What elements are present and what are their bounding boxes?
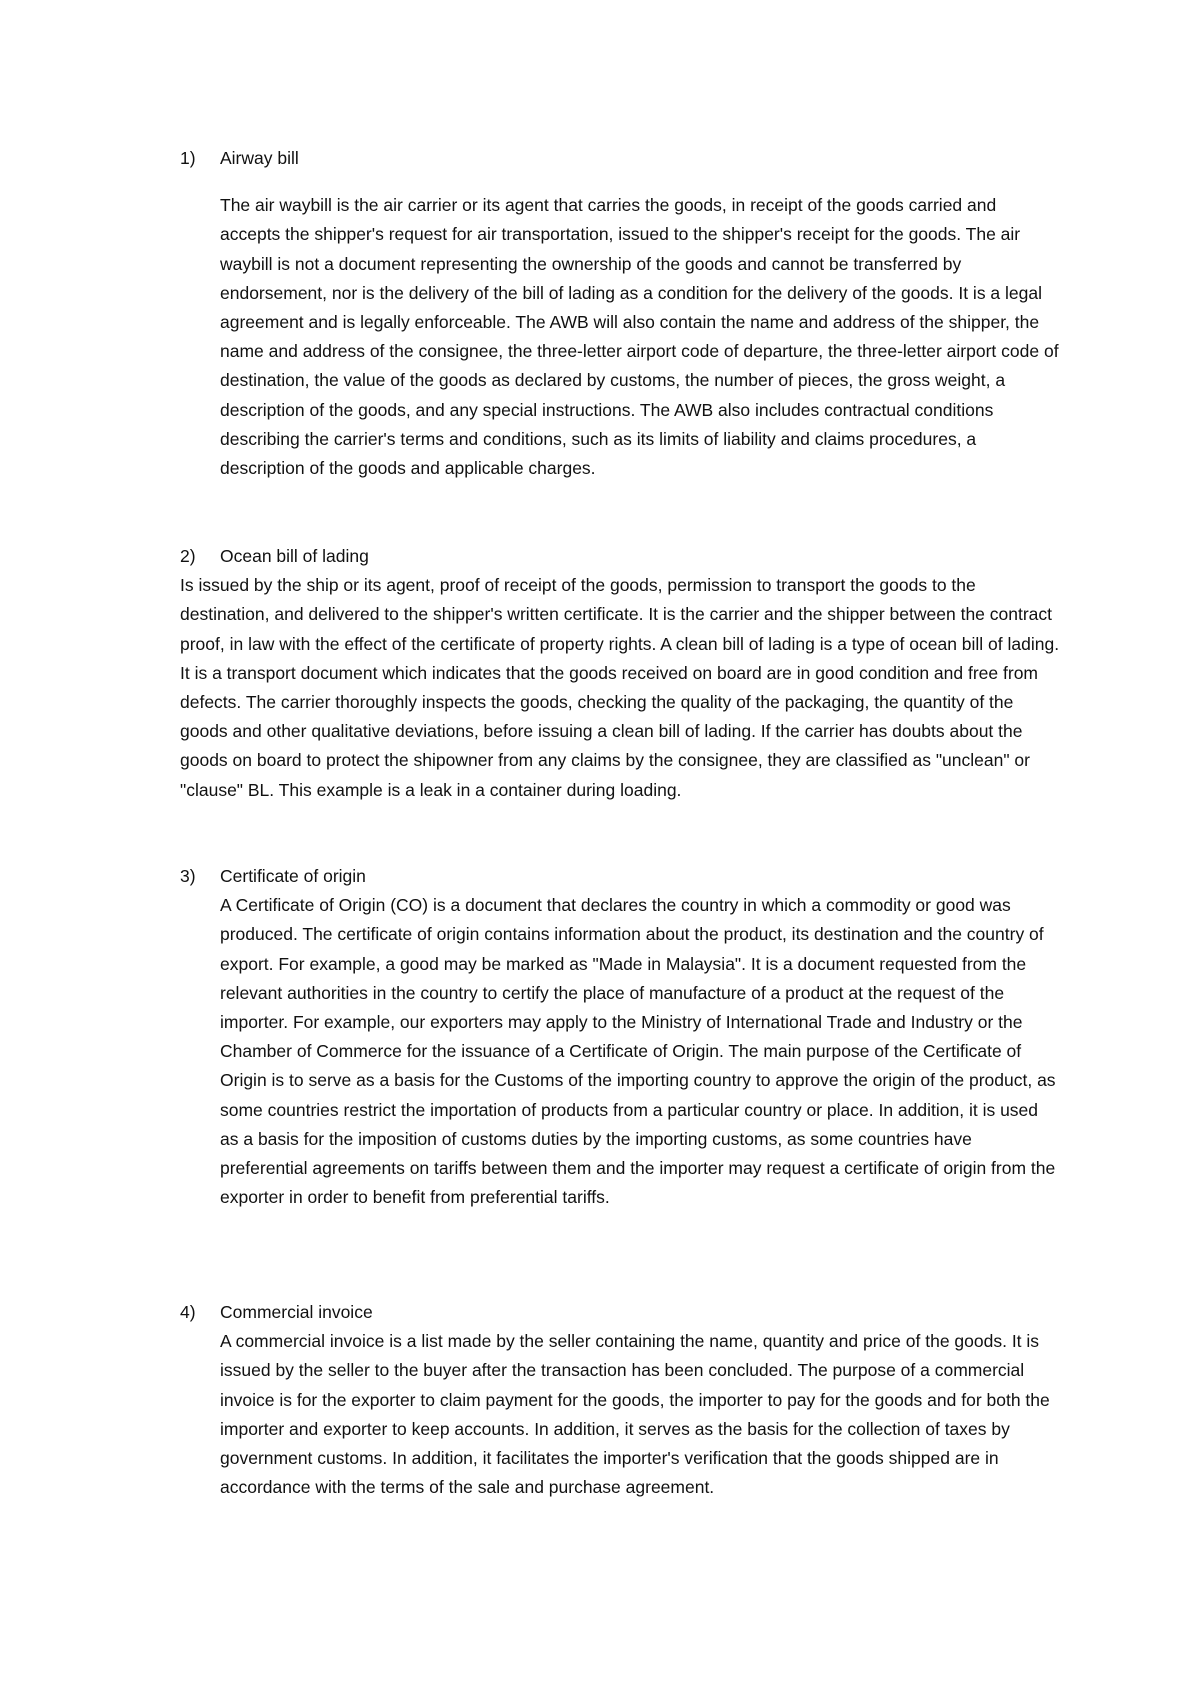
section-body: A Certificate of Origin (CO) is a document that declares the country in which a commodity or good was produced. The certificate of origin contains information about the product, its destination and the country of export. For example, a good may be marked as "Made in Malaysia". It is a document requested from the relevant authorities in the country to certify the place of manufacture of a product at the request of the importer. For example, our exporters may apply to the Ministry of International Trade and Industry or the Chamber of Commerce for the issuance of a Certificate of Origin. The main purpose of the Certificate of Origin is to serve as a basis for the Customs of the importing country to approve the origin of the product, as some countries restrict the importation of products from a particular country or place. In addition, it is used as a basis for the imposition of customs duties by the importing customs, as some countries have preferential agreements on tariffs between them and the importer may request a certificate of origin from the exporter in order to benefit from preferential tariffs.: [220, 895, 1056, 1208]
section-title: Airway bill: [220, 148, 299, 168]
section-title: Commercial invoice: [220, 1302, 373, 1322]
section-certificate-of-origin: [180, 862, 1060, 1212]
section-heading: [180, 144, 1060, 173]
section-body: The air waybill is the air carrier or its agent that carries the goods, in receipt of the goods carried and accepts the shipper's request for air transportation, issued to the shipper's receipt for the goods. The air waybill is not a document representing the ownership of the goods and cannot be transferred by endorsement, nor is the delivery of the bill of lading as a condition for the delivery of the goods. It is a legal agreement and is legally enforceable. The AWB will also contain the name and address of the shipper, the name and address of the consignee, the three-letter airport code of departure, the three-letter airport code of destination, the value of the goods as declared by customs, the number of pieces, the gross weight, a description of the goods, and any special instructions. The AWB also includes contractual conditions describing the carrier's terms and conditions, such as its limits of liability and claims procedures, a description of the goods and applicable charges.: [220, 195, 1059, 479]
section-title: Certificate of origin: [220, 866, 366, 886]
section-airway-bill: [180, 144, 1060, 483]
section-number: 3): [180, 866, 196, 886]
section-heading: [180, 862, 1060, 891]
section-number: 4): [180, 1302, 196, 1322]
section-heading: [180, 542, 1060, 571]
section-number: 2): [180, 546, 196, 566]
section-number: 1): [180, 148, 196, 168]
section-ocean-bill-of-lading: [180, 542, 1060, 805]
section-commercial-invoice: [180, 1298, 1060, 1502]
spacer: [180, 173, 1060, 191]
section-body: A commercial invoice is a list made by the seller containing the name, quantity and price of the goods. It is issued by the seller to the buyer after the transaction has been concluded. The purpose of a commercial invoice is for the exporter to claim payment for the goods, the importer to pay for the goods and for both the importer and exporter to keep accounts. In addition, it serves as the basis for the collection of taxes by government customs. In addition, it facilitates the importer's verification that the goods shipped are in accordance with the terms of the sale and purchase agreement.: [220, 1331, 1050, 1498]
section-body: Is issued by the ship or its agent, proof of receipt of the goods, permission to transport the goods to the destination, and delivered to the shipper's written certificate. It is the carrier and the shipper between the contract proof, in law with the effect of the certificate of property rights. A clean bill of lading is a type of ocean bill of lading. It is a transport document which indicates that the goods received on board are in good condition and free from defects. The carrier thoroughly inspects the goods, checking the quality of the packaging, the quantity of the goods and other qualitative deviations, before issuing a clean bill of lading. If the carrier has doubts about the goods on board to protect the shipowner from any claims by the consignee, they are classified as "unclean" or "clause" BL. This example is a leak in a container during loading.: [180, 575, 1060, 800]
section-title: Ocean bill of lading: [220, 546, 369, 566]
section-heading: [180, 1298, 1060, 1327]
